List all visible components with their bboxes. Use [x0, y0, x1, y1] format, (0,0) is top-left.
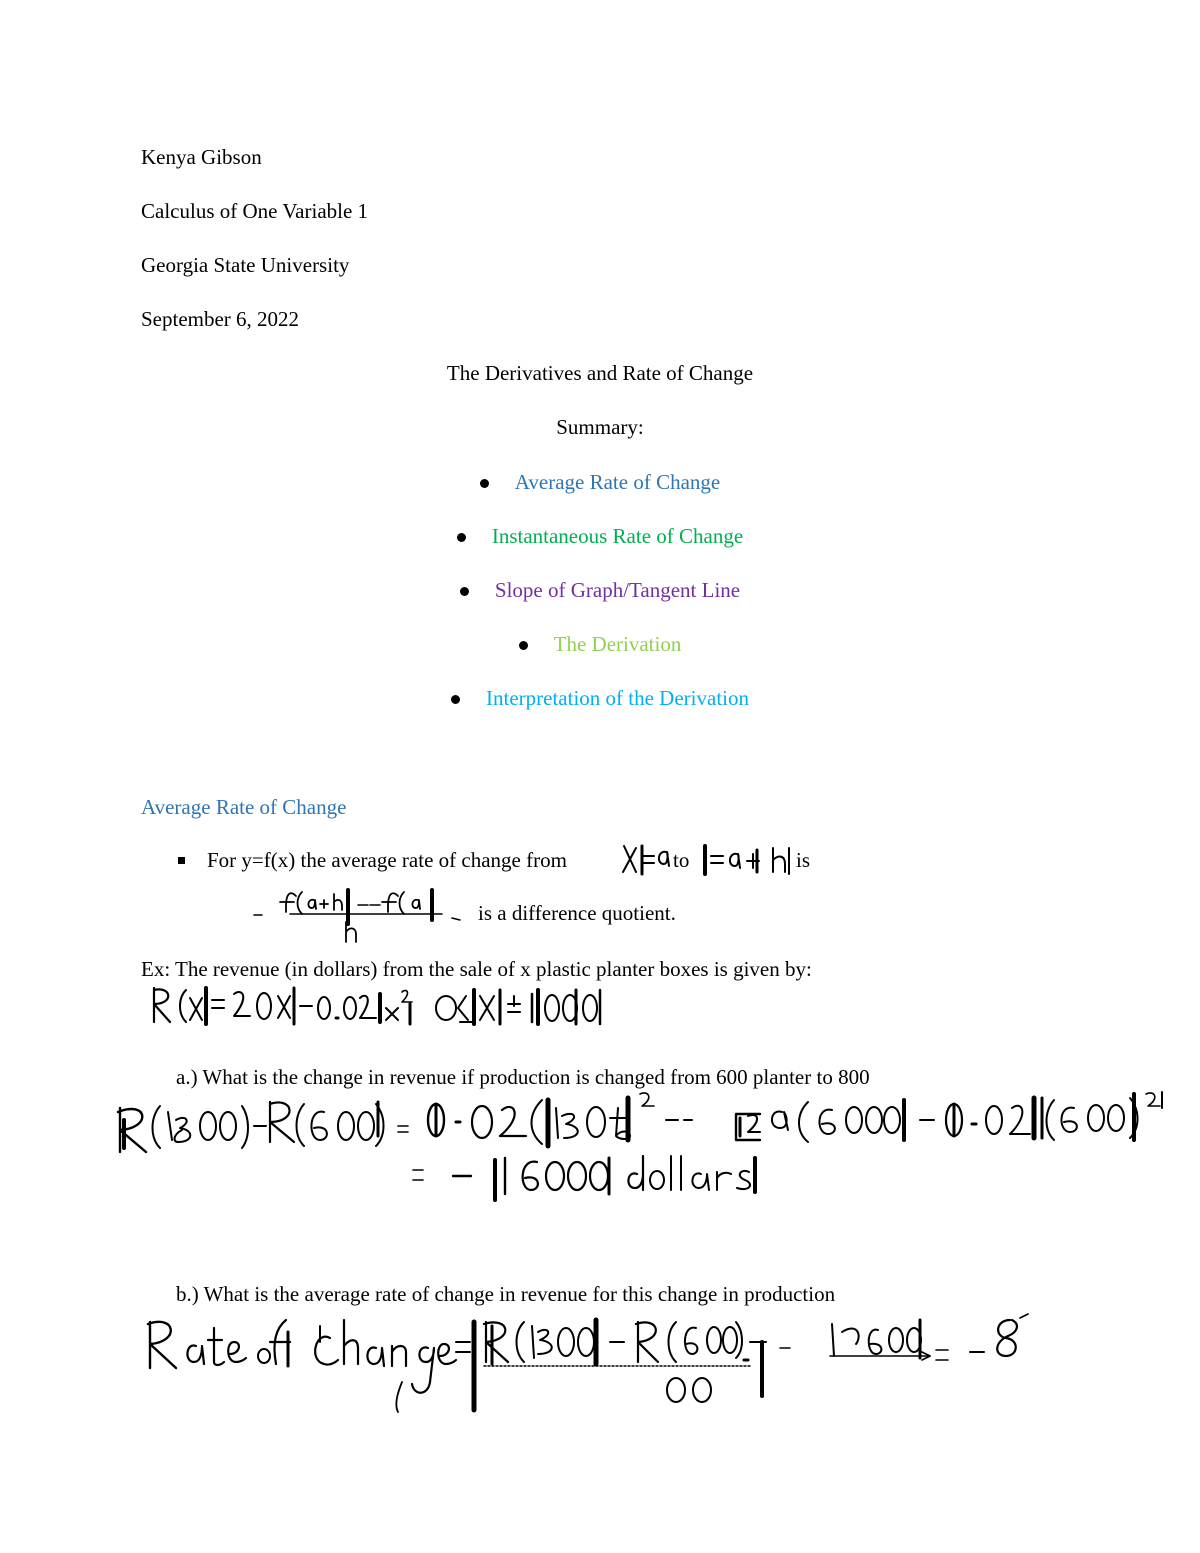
bullet-icon: [451, 695, 460, 704]
definition-prefix: For y=f(x) the average rate of change from: [207, 848, 567, 872]
part-a-question: a.) What is the change in revenue if production is changed from 600 planter to 800: [176, 1065, 870, 1089]
summary-item: [0, 577, 1200, 603]
bullet-icon: [457, 533, 466, 542]
handwritten-part-a-line-2: [405, 1150, 795, 1206]
section-heading: Average Rate of Change: [141, 795, 347, 819]
handwritten-difference-quotient: [250, 884, 468, 946]
summary-item-label: Interpretation of the Derivation: [486, 686, 749, 710]
part-b-question: b.) What is the average rate of change in revenue for this change in production: [176, 1282, 836, 1306]
example-intro: Ex: The revenue (in dollars) from the sale of x plastic planter boxes is given by:: [141, 957, 812, 981]
bullet-icon: [519, 641, 528, 650]
summary-item-label: Slope of Graph/Tangent Line: [494, 578, 741, 602]
document-date: September 6, 2022: [141, 307, 300, 331]
bullet-icon: [460, 587, 469, 596]
summary-item: [0, 469, 1200, 495]
institution-name: Georgia State University: [141, 253, 350, 277]
quotient-note: is a difference quotient.: [478, 901, 676, 925]
handwritten-x-equals-a: [620, 842, 672, 878]
bullet-icon: [480, 479, 489, 488]
summary-item: [0, 523, 1200, 549]
definition-suffix: is: [796, 848, 811, 872]
definition-line: [178, 847, 567, 873]
handwritten-revenue-function: [148, 982, 638, 1030]
summary-item-label: The Derivation: [553, 632, 682, 656]
handwritten-part-a-line-1: [108, 1090, 1168, 1158]
square-bullet-icon: [178, 857, 185, 864]
author-name: Kenya Gibson: [141, 145, 262, 169]
handwritten-x-equals-a-plus-h: [697, 842, 793, 878]
handwritten-part-b-line: [140, 1312, 1040, 1416]
summary-item-label: Instantaneous Rate of Change: [491, 524, 744, 548]
summary-item: [0, 685, 1200, 711]
summary-item: [0, 631, 1200, 657]
definition-middle: to: [673, 848, 690, 872]
summary-item-label: Average Rate of Change: [514, 470, 721, 494]
document-title: The Derivatives and Rate of Change: [446, 361, 754, 385]
summary-heading: Summary:: [556, 415, 644, 439]
course-name: Calculus of One Variable 1: [141, 199, 369, 223]
